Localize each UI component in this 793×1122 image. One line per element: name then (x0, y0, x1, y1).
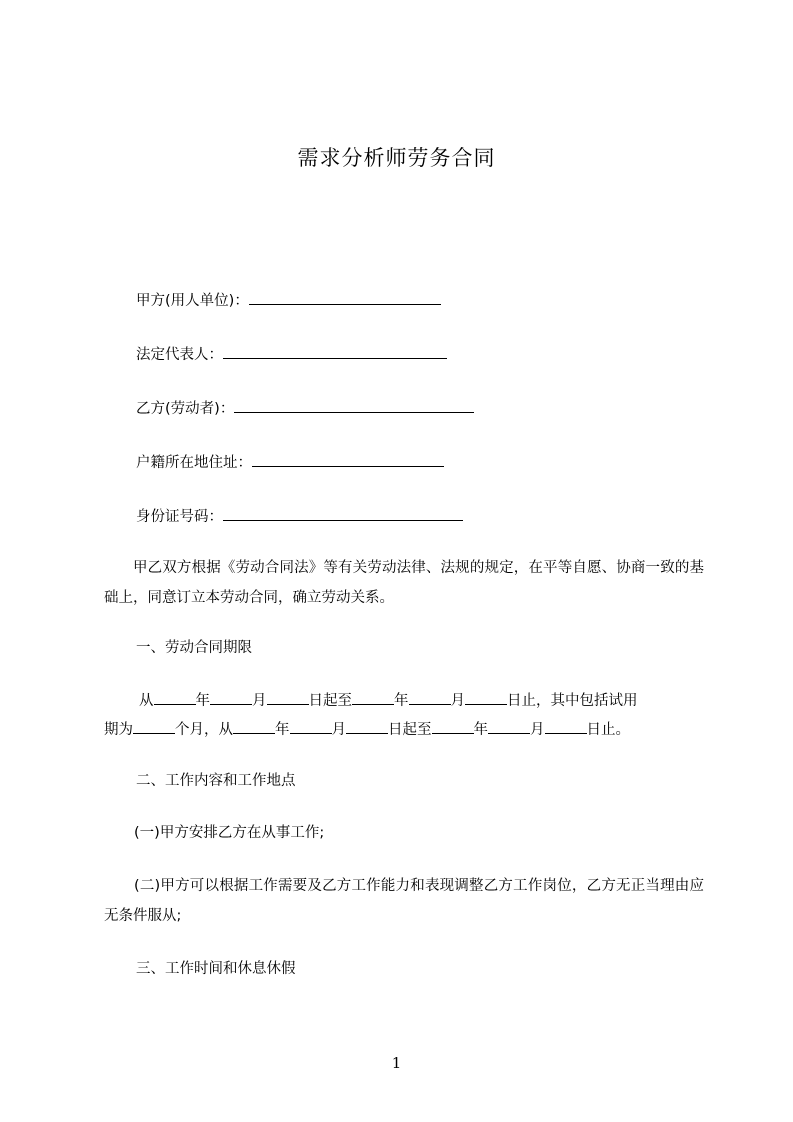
term-text: 月 (252, 693, 267, 709)
term-text: 年 (473, 722, 488, 738)
term-text: 日止。 (586, 722, 630, 738)
term-text: 年 (394, 693, 409, 709)
section-2-item-1: (一)甲方安排乙方在从事工作; (134, 825, 325, 841)
field-party-a-label: 甲方(用人单位)： (136, 293, 249, 309)
term-text: 月 (530, 722, 545, 738)
term-text: 日起至 (308, 693, 352, 709)
term-text: 日起至 (388, 722, 432, 738)
document-title: 需求分析师劳务合同 (297, 146, 496, 170)
section-1-heading: 一、劳动合同期限 (136, 640, 252, 656)
field-id-number-label: 身份证号码： (136, 509, 223, 525)
section-2-heading: 二、工作内容和工作地点 (136, 773, 296, 789)
field-id-number-blank (223, 505, 463, 521)
term-line-1 (139, 687, 739, 715)
blank (133, 718, 175, 734)
field-legal-rep-blank (223, 343, 447, 359)
field-party-b-label: 乙方(劳动者)： (136, 401, 235, 417)
term-text: 个月，从 (175, 722, 233, 738)
term-text: 期为 (104, 722, 133, 738)
blank (346, 718, 388, 734)
field-legal-rep-label: 法定代表人： (136, 347, 223, 363)
field-residence-blank (252, 451, 444, 467)
term-line-2 (104, 716, 704, 744)
blank (432, 718, 474, 734)
blank (352, 689, 394, 705)
section-3-heading: 三、工作时间和休息休假 (136, 961, 296, 977)
field-party-b (136, 395, 736, 423)
blank (409, 689, 451, 705)
field-legal-rep (136, 341, 736, 369)
blank (545, 718, 587, 734)
blank (267, 689, 309, 705)
page-number: 1 (391, 1054, 402, 1072)
blank (465, 689, 507, 705)
term-text: 月 (450, 693, 465, 709)
term-text: 月 (331, 722, 346, 738)
term-text: 年 (195, 693, 210, 709)
blank (233, 718, 275, 734)
blank (210, 689, 252, 705)
field-party-a-blank (249, 289, 441, 305)
field-party-a (136, 287, 736, 315)
blank (290, 718, 332, 734)
field-residence-label: 户籍所在地住址： (136, 455, 252, 471)
section-2-item-2: (二)甲方可以根据工作需要及乙方工作能力和表现调整乙方工作岗位，乙方无正当理由应无条件服从; (104, 878, 704, 924)
field-party-b-blank (234, 397, 474, 413)
term-text: 从 (139, 693, 154, 709)
field-residence (136, 449, 736, 477)
blank (154, 689, 196, 705)
term-text: 日止，其中包括试用 (507, 693, 638, 709)
field-id-number (136, 503, 736, 531)
term-text: 年 (275, 722, 290, 738)
blank (488, 718, 530, 734)
intro-paragraph: 甲乙双方根据《劳动合同法》等有关劳动法律、法规的规定，在平等自愿、协商一致的基础上，同意订立本劳动合同，确立劳动关系。 (104, 560, 704, 606)
